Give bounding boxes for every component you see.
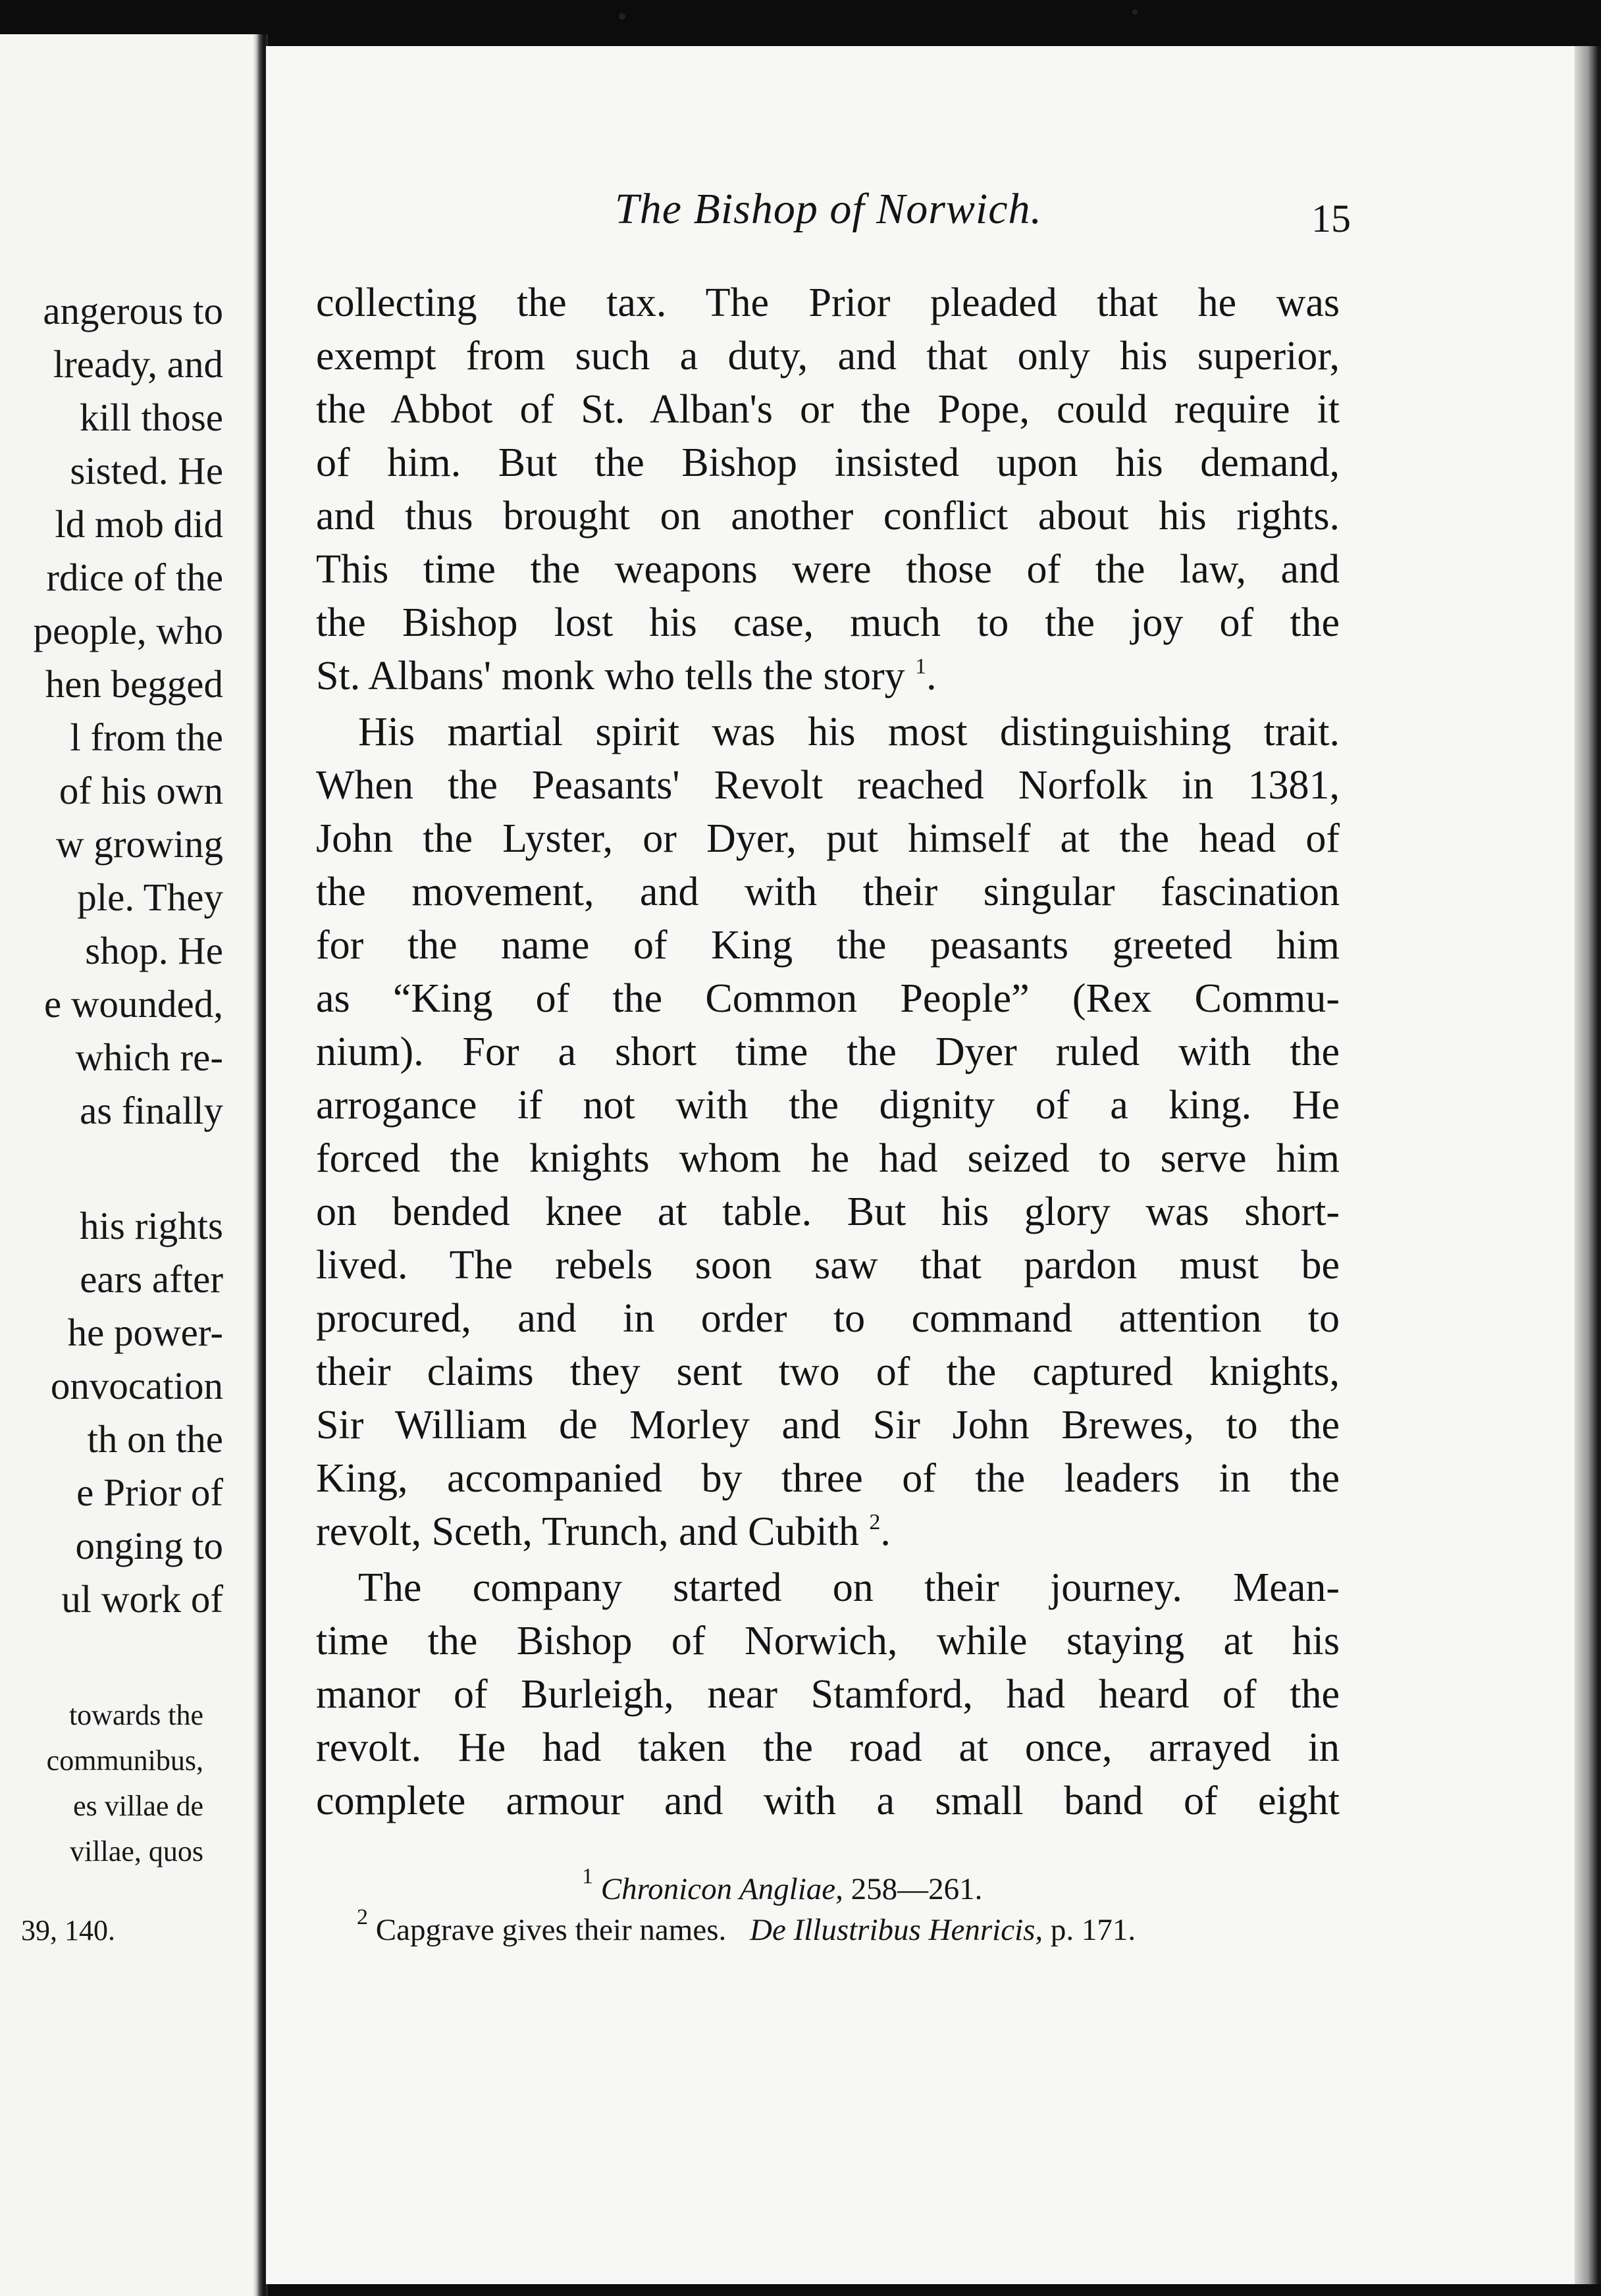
body-line: St. Albans' monk who tells the story $^1$. bbox=[316, 654, 937, 698]
body-line: complete armour and with a small band of eight bbox=[316, 1779, 1340, 1823]
body-line: the Abbot of St. Alban's or the Pope, could require it bbox=[316, 387, 1340, 432]
footnote-1 bbox=[582, 1864, 983, 1909]
left-footnote-line: es villae de bbox=[73, 1790, 203, 1822]
body-line: procured, and in order to command attention to bbox=[316, 1296, 1340, 1341]
left-line: hen begged bbox=[45, 662, 223, 706]
body-line: as “King of the Common People” (Rex Commu- bbox=[316, 976, 1340, 1021]
body-line: for the name of King the peasants greeted him bbox=[316, 923, 1340, 968]
page-edge-shadow bbox=[1575, 46, 1601, 2284]
footnote-text: Capgrave gives their names. bbox=[375, 1913, 727, 1947]
left-page-fragment bbox=[0, 34, 253, 2296]
footnote-marker: 2 bbox=[357, 1905, 368, 1929]
body-line: their claims they sent two of the captured knights, bbox=[316, 1349, 1340, 1394]
left-line: he power- bbox=[67, 1311, 223, 1354]
body-line: on bended knee at table. But his glory was short- bbox=[316, 1189, 1340, 1234]
left-line: kill those bbox=[80, 396, 223, 439]
left-line: w growing bbox=[55, 822, 223, 866]
body-line: This time the weapons were those of the law, and bbox=[316, 547, 1340, 592]
body-line: time the Bishop of Norwich, while staying at his bbox=[316, 1619, 1340, 1663]
body-line: forced the knights whom he had seized to serve him bbox=[316, 1136, 1340, 1181]
left-line: his rights bbox=[80, 1204, 223, 1247]
body-line: When the Peasants' Revolt reached Norfolk in 1381, bbox=[316, 763, 1340, 808]
left-line: rdice of the bbox=[46, 556, 223, 599]
left-line: people, who bbox=[33, 609, 223, 652]
page-number: 15 bbox=[1311, 197, 1351, 240]
body-line-text: revolt, Sceth, Trunch, and Cubith bbox=[316, 1509, 859, 1554]
body-line: John the Lyster, or Dyer, put himself at the head of bbox=[316, 816, 1340, 861]
body-line: the movement, and with their singular fascination bbox=[316, 870, 1340, 914]
body-line: lived. The rebels soon saw that pardon must be bbox=[316, 1243, 1340, 1288]
left-line: ple. They bbox=[77, 875, 223, 919]
left-line: lready, and bbox=[53, 342, 223, 386]
left-line: e wounded, bbox=[44, 982, 223, 1026]
body-line: Sir William de Morley and Sir John Brewes, to the bbox=[316, 1403, 1340, 1448]
footnote-ref-2: 2 bbox=[869, 1510, 881, 1534]
left-line: onging to bbox=[75, 1524, 223, 1567]
body-line: of him. But the Bishop insisted upon his demand, bbox=[316, 440, 1340, 485]
left-footnote-line: villae, quos bbox=[70, 1835, 203, 1867]
paragraph-start: The company started on their journey. Mean- bbox=[358, 1565, 1340, 1610]
left-footnote-line: towards the bbox=[68, 1699, 203, 1731]
footnote-work-title: Chronicon Angliae, bbox=[600, 1872, 843, 1906]
body-line: revolt, Sceth, Trunch, and Cubith $^2$. bbox=[316, 1509, 891, 1554]
left-line: as finally bbox=[80, 1089, 223, 1132]
body-line: arrogance if not with the dignity of a king. He bbox=[316, 1083, 1340, 1128]
left-line: shop. He bbox=[85, 929, 223, 972]
paragraph-start: His martial spirit was his most distinguishing trait. bbox=[358, 710, 1340, 754]
footnote-pages: 258—261. bbox=[851, 1872, 983, 1906]
body-line: the Bishop lost his case, much to the joy of the bbox=[316, 600, 1340, 645]
body-line: manor of Burleigh, near Stamford, had heard of the bbox=[316, 1672, 1340, 1717]
left-line: sisted. He bbox=[70, 449, 223, 492]
body-line: exempt from such a duty, and that only his superior, bbox=[316, 334, 1340, 378]
footnote-ref-1: 1 bbox=[915, 654, 927, 679]
footnote-work-title: De Illustribus Henricis, bbox=[750, 1913, 1043, 1947]
running-head-title: The Bishop of Norwich. bbox=[615, 185, 1043, 233]
left-line: ul work of bbox=[61, 1577, 223, 1621]
left-line: l from the bbox=[70, 716, 223, 759]
body-line: collecting the tax. The Prior pleaded that he was bbox=[316, 280, 1340, 325]
left-line: angerous to bbox=[43, 289, 223, 332]
scan-speck bbox=[1132, 9, 1138, 14]
left-footnote-line: communibus, bbox=[46, 1744, 203, 1777]
left-line: ears after bbox=[80, 1257, 223, 1301]
body-line: revolt. He had taken the road at once, arrayed in bbox=[316, 1725, 1340, 1770]
body-line: and thus brought on another conflict about his rights. bbox=[316, 494, 1340, 538]
scan-speck bbox=[619, 13, 625, 20]
body-line: King, accompanied by three of the leaders in the bbox=[316, 1456, 1340, 1501]
right-page bbox=[266, 46, 1575, 2284]
body-line-text: St. Albans' monk who tells the story bbox=[316, 654, 905, 698]
footnote-pages: p. 171. bbox=[1050, 1913, 1136, 1947]
left-line: which re- bbox=[75, 1035, 223, 1079]
left-line: of his own bbox=[59, 769, 223, 812]
footnote-2 bbox=[357, 1905, 1136, 1950]
footnote-marker: 1 bbox=[582, 1864, 593, 1889]
left-footnote-line: 39, 140. bbox=[21, 1914, 115, 1946]
body-line: nium). For a short time the Dyer ruled with the bbox=[316, 1030, 1340, 1074]
left-line: e Prior of bbox=[76, 1471, 223, 1514]
left-line: ld mob did bbox=[55, 502, 223, 546]
left-line: th on the bbox=[87, 1417, 223, 1461]
left-line: onvocation bbox=[50, 1364, 223, 1407]
